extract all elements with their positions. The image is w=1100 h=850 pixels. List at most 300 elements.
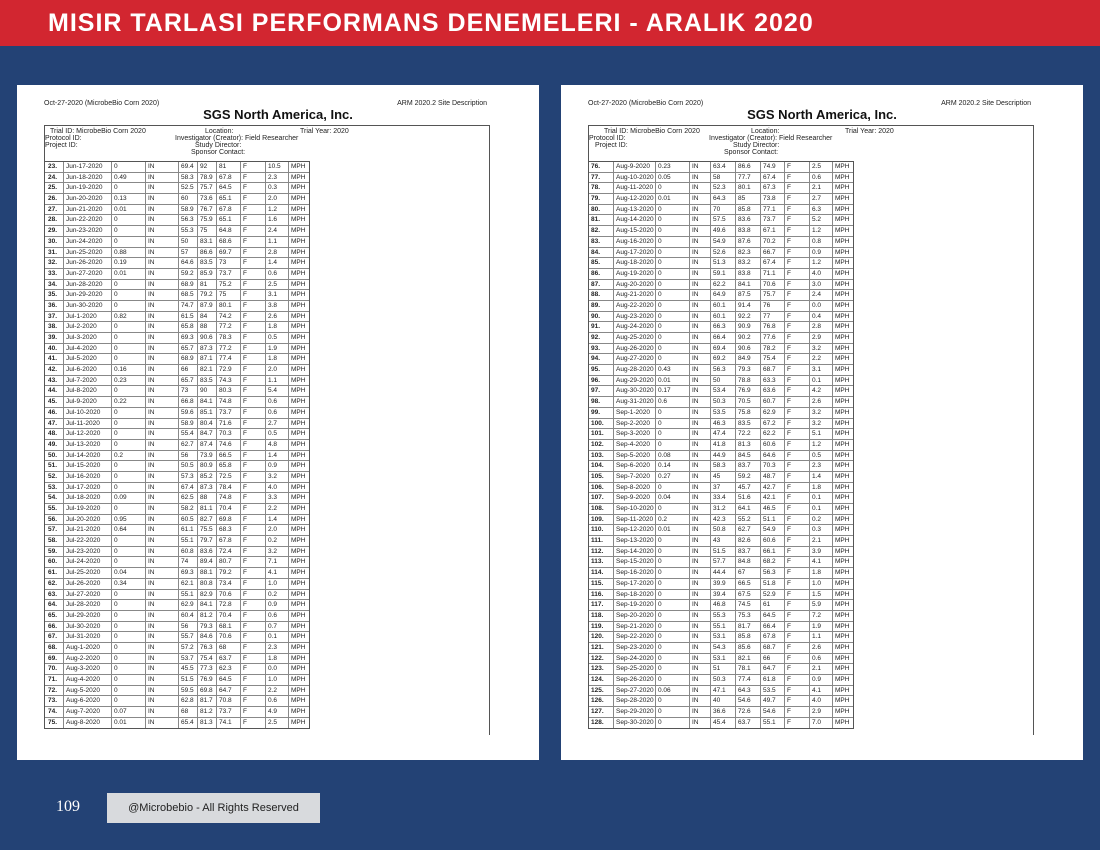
table-cell: F <box>787 291 791 299</box>
table-cell: 2.0 <box>268 366 278 374</box>
table-cell: IN <box>692 387 699 395</box>
table-cell: 74.5 <box>738 601 751 609</box>
table-cell: 55.2 <box>738 515 751 523</box>
table-cell: 54.9 <box>763 526 776 534</box>
table-cell: 83.5 <box>738 419 751 427</box>
table-cell: IN <box>692 344 699 352</box>
table-cell: 0.1 <box>812 376 822 384</box>
table-cell: 91.4 <box>738 301 751 309</box>
table-cell: MPH <box>835 451 850 459</box>
table-cell: MPH <box>835 440 850 448</box>
table-cell: IN <box>148 643 155 651</box>
table-cell: IN <box>148 280 155 288</box>
table-cell: 54.6 <box>763 708 776 716</box>
table-cell: 85 <box>738 195 746 203</box>
table-cell: 0.2 <box>268 590 278 598</box>
protocol-id: Protocol ID: <box>589 135 626 142</box>
table-cell: MPH <box>835 472 850 480</box>
table-cell: F <box>243 547 247 555</box>
table-cell: F <box>243 419 247 427</box>
sponsor-contact: Sponsor Contact: <box>191 149 246 156</box>
table-cell: 80.8 <box>200 579 213 587</box>
table-cell: 1.0 <box>812 579 822 587</box>
table-cell: 0.14 <box>658 462 671 470</box>
table-cell: 67.8 <box>219 173 232 181</box>
table-row <box>45 215 309 226</box>
table-cell: 80.9 <box>200 462 213 470</box>
table-row <box>45 525 309 536</box>
table-cell: 0 <box>114 291 118 299</box>
table-cell: F <box>243 366 247 374</box>
table-row <box>589 483 853 494</box>
table-cell: 45.7 <box>738 483 751 491</box>
table-cell: F <box>243 291 247 299</box>
table-cell: 54.3 <box>713 643 726 651</box>
table-cell: 0 <box>658 558 662 566</box>
table-cell: MPH <box>291 472 306 480</box>
table-cell: 78.1 <box>738 665 751 673</box>
table-cell: IN <box>148 569 155 577</box>
table-cell: 36.6 <box>713 708 726 716</box>
table-cell: 4.1 <box>268 569 278 577</box>
table-cell: 60.7 <box>763 398 776 406</box>
table-cell: 75.3 <box>738 611 751 619</box>
table-cell: MPH <box>835 718 850 726</box>
table-cell: 0.08 <box>658 451 671 459</box>
table-row <box>589 611 853 622</box>
table-row <box>45 515 309 526</box>
table-cell: 73.8 <box>763 195 776 203</box>
table-cell: F <box>243 590 247 598</box>
table-cell: 0 <box>658 334 662 341</box>
table-cell: 67. <box>48 633 58 641</box>
table-cell: MPH <box>291 173 306 181</box>
table-row <box>45 632 309 643</box>
table-cell: 0 <box>658 301 662 309</box>
table-row <box>589 654 853 665</box>
table-cell: 0 <box>114 686 118 694</box>
table-cell: Jun-29-2020 <box>66 291 103 299</box>
table-cell: 55.1 <box>713 622 726 630</box>
table-cell: 58 <box>713 173 721 181</box>
table-cell: IN <box>148 237 155 245</box>
table-cell: Sep-12-2020 <box>616 526 654 534</box>
weather-data-area <box>588 161 1034 735</box>
table-cell: MPH <box>835 590 850 598</box>
table-cell: MPH <box>291 301 306 309</box>
table-cell: F <box>787 408 791 416</box>
table-cell: 72.6 <box>738 708 751 716</box>
table-cell: 109. <box>591 515 604 523</box>
table-cell: F <box>787 643 791 651</box>
table-cell: IN <box>692 355 699 363</box>
table-cell: F <box>787 472 791 480</box>
table-cell: 37. <box>48 312 58 320</box>
table-cell: 112. <box>591 547 604 555</box>
table-cell: MPH <box>291 515 306 523</box>
table-cell: IN <box>148 205 155 213</box>
table-cell: 5.9 <box>812 601 822 609</box>
table-cell: 81.2 <box>200 611 213 619</box>
table-cell: 88 <box>200 494 208 502</box>
table-cell: 85.8 <box>738 205 751 213</box>
table-cell: 61.1 <box>181 526 194 534</box>
table-cell: Sep-22-2020 <box>616 633 654 641</box>
table-cell: 45.4 <box>713 718 726 726</box>
table-cell: 69. <box>48 654 58 662</box>
investigator: Investigator (Creator): Field Researcher <box>709 135 833 142</box>
table-cell: 70 <box>713 205 721 213</box>
table-cell: 69.4 <box>181 163 194 170</box>
table-cell: 0.01 <box>114 269 127 277</box>
table-cell: 79.7 <box>200 537 213 545</box>
table-cell: MPH <box>835 654 850 662</box>
table-cell: 50. <box>48 451 58 459</box>
table-cell: IN <box>148 173 155 181</box>
table-cell: 62.7 <box>181 440 194 448</box>
table-row <box>45 504 309 515</box>
table-cell: MPH <box>835 366 850 374</box>
table-cell: IN <box>692 537 699 545</box>
table-cell: IN <box>692 697 699 705</box>
table-cell: Sep-14-2020 <box>616 547 654 555</box>
table-cell: 0 <box>114 472 118 480</box>
table-cell: Aug-19-2020 <box>616 269 654 277</box>
table-row <box>589 194 853 205</box>
table-cell: Sep-21-2020 <box>616 622 654 630</box>
table-cell: 70.6 <box>219 633 232 641</box>
table-cell: 2.6 <box>812 398 822 406</box>
table-cell: 60.1 <box>713 312 726 320</box>
table-cell: F <box>243 654 247 662</box>
table-row <box>45 237 309 248</box>
table-cell: 7.1 <box>268 558 278 566</box>
table-cell: MPH <box>291 558 306 566</box>
table-cell: Jul-8-2020 <box>66 387 97 395</box>
table-cell: F <box>243 708 247 716</box>
table-cell: Jul-14-2020 <box>66 451 101 459</box>
table-cell: 99. <box>591 408 601 416</box>
table-cell: MPH <box>291 601 306 609</box>
table-cell: 34. <box>48 280 58 288</box>
table-cell: IN <box>692 515 699 523</box>
table-cell: 82.1 <box>200 366 213 374</box>
table-cell: Jul-16-2020 <box>66 472 101 480</box>
table-cell: 1.8 <box>268 355 278 363</box>
table-cell: 46.8 <box>713 601 726 609</box>
table-cell: Jul-6-2020 <box>66 366 97 374</box>
table-cell: 110. <box>591 526 604 534</box>
table-cell: 65.4 <box>181 718 194 726</box>
table-cell: 4.1 <box>812 686 822 694</box>
table-cell: 83.8 <box>738 269 751 277</box>
table-cell: 64.6 <box>763 451 776 459</box>
table-cell: F <box>787 462 791 470</box>
table-cell: 71. <box>48 676 58 683</box>
table-cell: Aug-8-2020 <box>66 718 100 726</box>
table-cell: 55.7 <box>181 633 194 641</box>
table-cell: Sep-16-2020 <box>616 569 654 577</box>
table-row <box>45 493 309 504</box>
table-row <box>45 333 309 344</box>
table-cell: 0 <box>658 611 662 619</box>
table-cell: 92. <box>591 334 601 341</box>
table-cell: 52. <box>48 472 58 480</box>
table-cell: IN <box>148 334 155 341</box>
table-cell: 78.9 <box>200 173 213 181</box>
table-cell: IN <box>692 376 699 384</box>
table-cell: Jul-10-2020 <box>66 408 101 416</box>
table-cell: IN <box>692 547 699 555</box>
table-cell: MPH <box>835 173 850 181</box>
table-cell: Aug-7-2020 <box>66 708 100 716</box>
table-cell: F <box>787 708 791 716</box>
table-cell: 74 <box>181 558 189 566</box>
table-cell: 67.8 <box>219 537 232 545</box>
table-row <box>589 205 853 216</box>
table-cell: 1.1 <box>268 376 278 384</box>
table-cell: 74.8 <box>219 494 232 502</box>
table-cell: 51. <box>48 462 58 470</box>
table-cell: 54.9 <box>713 237 726 245</box>
table-cell: 70.3 <box>219 430 232 438</box>
table-cell: 1.2 <box>812 227 822 235</box>
table-cell: F <box>243 301 247 309</box>
table-cell: 84.6 <box>200 633 213 641</box>
table-cell: F <box>243 387 247 395</box>
table-cell: 50.5 <box>181 462 194 470</box>
table-cell: 64.5 <box>219 676 232 683</box>
table-cell: 55.3 <box>181 227 194 235</box>
table-cell: MPH <box>835 547 850 555</box>
table-cell: Sep-19-2020 <box>616 601 654 609</box>
table-cell: 52.3 <box>713 184 726 192</box>
table-cell: 0 <box>658 590 662 598</box>
table-cell: 51.8 <box>763 579 776 587</box>
table-cell: 1.6 <box>268 216 278 224</box>
table-cell: IN <box>148 451 155 459</box>
report-page-right <box>561 85 1083 760</box>
table-cell: IN <box>692 462 699 470</box>
table-cell: 63.7 <box>219 654 232 662</box>
table-cell: 64. <box>48 601 58 609</box>
table-cell: 44. <box>48 387 58 395</box>
table-cell: 71.1 <box>763 269 776 277</box>
table-cell: 0 <box>658 579 662 587</box>
table-cell: MPH <box>291 334 306 341</box>
table-cell: IN <box>692 676 699 683</box>
table-row <box>589 504 853 515</box>
table-cell: 0.01 <box>658 376 671 384</box>
table-cell: 124. <box>591 676 604 683</box>
weather-table <box>44 161 310 729</box>
table-cell: 68.7 <box>763 643 776 651</box>
table-cell: 39.9 <box>713 579 726 587</box>
table-cell: 0.6 <box>268 697 278 705</box>
table-cell: 46. <box>48 408 58 416</box>
table-cell: 65. <box>48 611 58 619</box>
table-cell: 73.7 <box>219 408 232 416</box>
table-cell: 83. <box>591 237 601 245</box>
table-cell: 80. <box>591 205 601 213</box>
table-cell: F <box>243 472 247 480</box>
table-cell: 61.8 <box>763 676 776 683</box>
table-cell: 0.1 <box>268 633 278 641</box>
table-row <box>589 632 853 643</box>
table-cell: 84.8 <box>738 558 751 566</box>
table-cell: IN <box>148 526 155 534</box>
table-row <box>45 205 309 216</box>
table-cell: 73 <box>181 387 189 395</box>
table-cell: F <box>787 526 791 534</box>
table-cell: IN <box>148 291 155 299</box>
table-cell: MPH <box>291 205 306 213</box>
table-cell: IN <box>148 547 155 555</box>
table-cell: 77. <box>591 173 601 181</box>
table-row <box>589 493 853 504</box>
table-cell: 83.6 <box>738 216 751 224</box>
table-cell: 4.0 <box>812 697 822 705</box>
table-cell: 88 <box>200 323 208 331</box>
table-cell: 69.8 <box>200 686 213 694</box>
table-cell: F <box>787 440 791 448</box>
table-row <box>45 686 309 697</box>
table-cell: 81.3 <box>738 440 751 448</box>
trial-id: Trial ID: MicrobeBio Corn 2020 <box>50 128 146 135</box>
table-row <box>45 675 309 686</box>
table-cell: 66.5 <box>738 579 751 587</box>
table-cell: 77.2 <box>219 323 232 331</box>
table-cell: 57.5 <box>713 216 726 224</box>
table-cell: 85.2 <box>200 472 213 480</box>
table-cell: 64.1 <box>738 505 751 512</box>
table-cell: F <box>243 558 247 566</box>
table-cell: 92.2 <box>738 312 751 320</box>
table-cell: Jul-5-2020 <box>66 355 97 363</box>
table-cell: 0 <box>114 643 118 651</box>
table-row <box>45 483 309 494</box>
table-cell: 36. <box>48 301 58 309</box>
table-cell: 61. <box>48 569 58 577</box>
table-cell: 58.3 <box>181 173 194 181</box>
table-cell: MPH <box>291 184 306 192</box>
table-cell: 25. <box>48 184 58 192</box>
table-row <box>45 622 309 633</box>
table-cell: 3.0 <box>812 280 822 288</box>
table-cell: 96. <box>591 376 601 384</box>
table-cell: 0 <box>114 163 118 170</box>
table-cell: IN <box>148 665 155 673</box>
table-cell: F <box>243 269 247 277</box>
table-cell: IN <box>692 505 699 512</box>
table-row <box>45 312 309 323</box>
table-cell: 0.43 <box>658 366 671 374</box>
table-cell: MPH <box>291 579 306 587</box>
table-cell: 105. <box>591 472 604 480</box>
table-cell: MPH <box>291 676 306 683</box>
table-cell: Jul-26-2020 <box>66 579 101 587</box>
table-cell: Jun-20-2020 <box>66 195 103 203</box>
table-cell: IN <box>148 398 155 406</box>
table-cell: 0.1 <box>812 494 822 502</box>
table-cell: 59.1 <box>713 269 726 277</box>
table-cell: F <box>787 205 791 213</box>
table-cell: 54. <box>48 494 58 502</box>
table-cell: MPH <box>291 505 306 512</box>
table-cell: 47.1 <box>713 686 726 694</box>
table-cell: 70.3 <box>763 462 776 470</box>
table-cell: F <box>243 334 247 341</box>
table-cell: 98. <box>591 398 601 406</box>
table-cell: 87.3 <box>200 483 213 491</box>
company-name: SGS North America, Inc. <box>203 107 353 122</box>
table-cell: 86. <box>591 269 601 277</box>
table-row <box>45 664 309 675</box>
table-cell: 3.2 <box>812 344 822 352</box>
table-cell: 0.27 <box>658 472 671 480</box>
table-cell: MPH <box>835 483 850 491</box>
table-cell: F <box>787 569 791 577</box>
table-cell: IN <box>148 430 155 438</box>
table-cell: Jun-19-2020 <box>66 184 103 192</box>
table-cell: 69.4 <box>713 344 726 352</box>
table-cell: 104. <box>591 462 604 470</box>
table-cell: 64.8 <box>219 227 232 235</box>
table-cell: MPH <box>835 558 850 566</box>
table-cell: 80.3 <box>219 387 232 395</box>
table-cell: 80.1 <box>219 301 232 309</box>
table-cell: 92 <box>200 163 208 170</box>
table-cell: 2.1 <box>812 537 822 545</box>
table-cell: F <box>243 697 247 705</box>
table-cell: 0 <box>114 419 118 427</box>
table-cell: 3.1 <box>268 291 278 299</box>
table-cell: MPH <box>291 291 306 299</box>
table-cell: 65.8 <box>181 323 194 331</box>
table-cell: F <box>243 505 247 512</box>
table-cell: Aug-29-2020 <box>616 376 654 384</box>
table-cell: 70. <box>48 665 58 673</box>
table-row <box>589 696 853 707</box>
table-cell: 23. <box>48 163 58 170</box>
table-cell: Jul-17-2020 <box>66 483 101 491</box>
table-cell: 67.4 <box>181 483 194 491</box>
table-cell: MPH <box>835 611 850 619</box>
table-cell: IN <box>148 323 155 331</box>
table-cell: 0.0 <box>812 301 822 309</box>
table-cell: 89. <box>591 301 601 309</box>
table-cell: 81.3 <box>200 718 213 726</box>
table-cell: 80.7 <box>219 558 232 566</box>
table-cell: F <box>243 526 247 534</box>
table-cell: Jul-20-2020 <box>66 515 101 523</box>
table-cell: 77 <box>763 312 771 320</box>
table-row <box>45 354 309 365</box>
table-cell: 0.01 <box>114 205 127 213</box>
table-cell: 63. <box>48 590 58 598</box>
table-cell: 2.5 <box>268 280 278 288</box>
table-cell: 41.8 <box>713 440 726 448</box>
table-cell: MPH <box>291 633 306 641</box>
table-row <box>589 718 853 729</box>
table-row <box>589 258 853 269</box>
table-cell: 65.8 <box>219 462 232 470</box>
table-cell: 77.4 <box>219 355 232 363</box>
table-cell: 0 <box>114 184 118 192</box>
table-cell: 0 <box>658 483 662 491</box>
table-row <box>589 269 853 280</box>
table-row <box>589 579 853 590</box>
